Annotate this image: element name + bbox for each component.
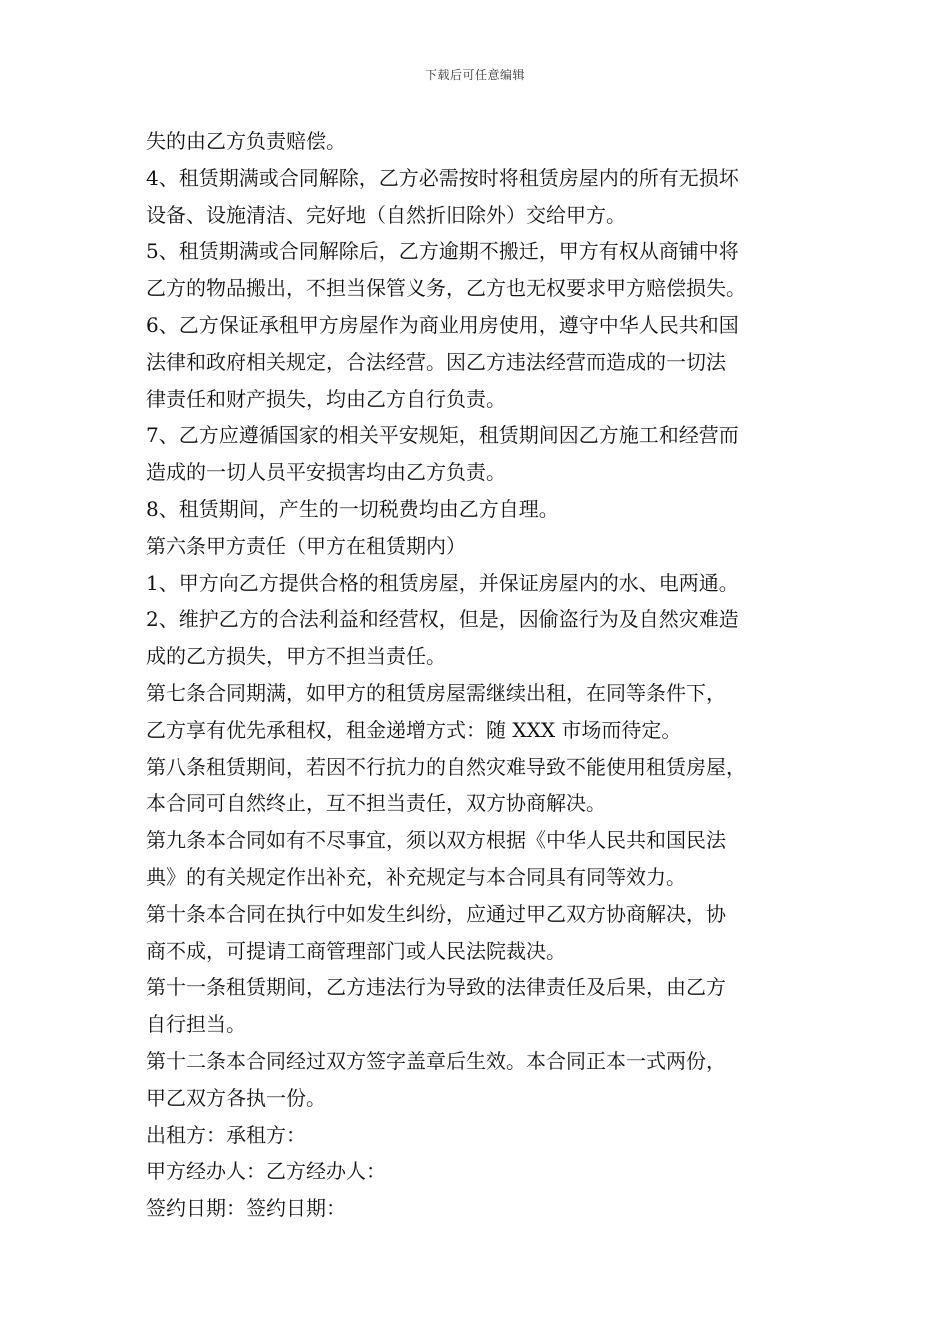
section-heading: 第六条甲方责任（甲方在租赁期内） (146, 533, 466, 558)
text-line: 第八条租赁期间，若因不行抗力的自然灾难导致不能使用租赁房屋， (146, 754, 746, 779)
text-line: 甲乙双方各执一份。 (146, 1085, 326, 1110)
text-line: 5、租赁期满或合同解除后，乙方逾期不搬迁，甲方有权从商铺中将 (146, 239, 739, 264)
text-line: 8、租赁期间，产生的一切税费均由乙方自理。 (146, 496, 559, 521)
text-line: 乙方享有优先承租权，租金递增方式：随 XXX 市场而待定。 (146, 717, 682, 742)
text-line: 法律和政府相关规定，合法经营。因乙方违法经营而造成的一切法 (146, 349, 726, 374)
text-line: 第十条本合同在执行中如发生纠纷，应通过甲乙双方协商解决，协 (146, 901, 726, 926)
text-line: 典》的有关规定作出补充，补充规定与本合同具有同等效力。 (146, 864, 686, 889)
text-line: 商不成，可提请工商管理部门或人民法院裁决。 (146, 938, 566, 963)
text-line: 2、维护乙方的合法利益和经营权，但是，因偷盗行为及自然灾难造 (146, 607, 739, 632)
text-line: 失的由乙方负责赔偿。 (146, 129, 346, 153)
page-header: 下载后可任意编辑 (424, 68, 525, 82)
text-line: 6、乙方保证承租甲方房屋作为商业用房使用，遵守中华人民共和国 (146, 312, 739, 337)
document-body (146, 123, 826, 1227)
text-line: 造成的一切人员平安损害均由乙方负责。 (146, 460, 506, 485)
text-line: 第七条合同期满，如甲方的租赁房屋需继续出租，在同等条件下， (146, 680, 726, 705)
text-line: 自行担当。 (146, 1012, 246, 1037)
signature-lessor-line: 出租方：承租方： (146, 1122, 306, 1147)
text-line: 1、甲方向乙方提供合格的租赁房屋，并保证房屋内的水、电两通。 (146, 570, 739, 595)
text-line: 乙方的物品搬出，不担当保管义务，乙方也无权要求甲方赔偿损失。 (146, 276, 746, 301)
text-line: 第九条本合同如有不尽事宜，须以双方根据《中华人民共和国民法 (146, 828, 726, 853)
text-line: 律责任和财产损失，均由乙方自行负责。 (146, 386, 506, 411)
text-line: 4、租赁期满或合同解除，乙方必需按时将租赁房屋内的所有无损坏 (146, 165, 739, 190)
text-line: 第十二条本合同经过双方签字盖章后生效。本合同正本一式两份， (146, 1048, 726, 1073)
signature-date-line: 签约日期：签约日期： (146, 1196, 346, 1221)
signature-agent-line: 甲方经办人：乙方经办人： (146, 1159, 386, 1184)
text-line: 本合同可自然终止，互不担当责任，双方协商解决。 (146, 791, 606, 816)
text-line: 成的乙方损失，甲方不担当责任。 (146, 644, 446, 669)
text-line: 7、乙方应遵循国家的相关平安规矩，租赁期间因乙方施工和经营而 (146, 423, 739, 448)
text-line: 第十一条租赁期间，乙方违法行为导致的法律责任及后果，由乙方 (146, 975, 726, 1000)
text-line: 设备、设施清洁、完好地（自然折旧除外）交给甲方。 (146, 202, 626, 227)
